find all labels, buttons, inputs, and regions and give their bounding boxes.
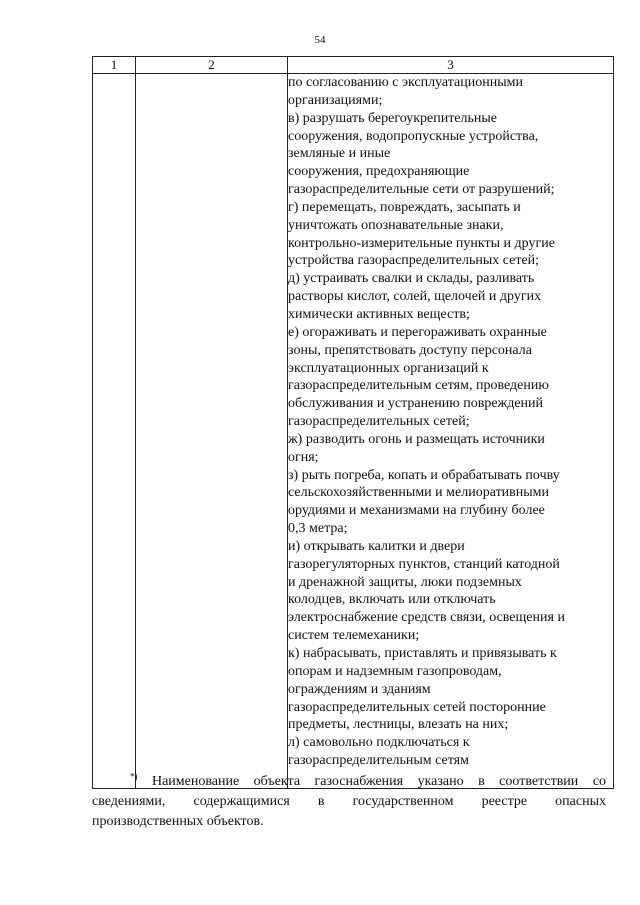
table-cell-text-line: л) самовольно подключаться к bbox=[288, 735, 470, 751]
table-cell-text-line: растворы кислот, солей, щелочей и других bbox=[288, 289, 542, 305]
column-header-1: 1 bbox=[93, 57, 136, 74]
footnote-line-2: сведениями, содержащимися в государственном реестре опасных bbox=[92, 794, 606, 809]
table-cell-text-line: организациями; bbox=[288, 92, 383, 108]
table-cell-col3 bbox=[288, 74, 614, 789]
table-cell-col1 bbox=[93, 74, 136, 789]
table-cell-text-line: химически активных веществ; bbox=[288, 306, 470, 322]
table-cell-text-line: колодцев, включать или отключать bbox=[288, 592, 496, 608]
table-cell-text-line: устройства газораспределительных сетей; bbox=[288, 253, 540, 269]
table-cell-text-line: и) открывать калитки и двери bbox=[288, 538, 465, 554]
document-table bbox=[92, 56, 614, 789]
table-cell-text-line: эксплуатационных организаций к bbox=[288, 360, 489, 376]
footnote-marker: *) bbox=[130, 771, 138, 782]
table-cell-text-line: и дренажной защиты, люки подземных bbox=[288, 574, 522, 590]
page-number: 54 bbox=[314, 34, 326, 46]
table-cell-text-line: сооружения, водопропускные устройства, bbox=[288, 128, 539, 144]
footnote bbox=[92, 772, 606, 832]
table-cell-text-line: сооружения, предохраняющие bbox=[288, 164, 470, 180]
table-cell-text-line: уничтожать опознавательные знаки, bbox=[288, 217, 504, 233]
table-cell-text-line: газораспределительным сетям bbox=[288, 753, 469, 769]
table-cell-text-line: орудиями и механизмами на глубину более bbox=[288, 503, 545, 519]
table-cell-text-line: газорегуляторных пунктов, станций катодной bbox=[288, 556, 560, 572]
column-header-3: 3 bbox=[288, 57, 614, 74]
table-cell-col2 bbox=[136, 74, 288, 789]
table-cell-text-line: г) перемещать, повреждать, засыпать и bbox=[288, 199, 521, 215]
table-cell-text-line: в) разрушать берегоукрепительные bbox=[288, 110, 498, 126]
column-header-2: 2 bbox=[136, 57, 288, 74]
table-cell-text-line: земляные и иные bbox=[288, 146, 391, 162]
table-cell-text-line: электроснабжение средств связи, освещения и bbox=[288, 610, 565, 626]
table-cell-text-line: ж) разводить огонь и размещать источники bbox=[288, 431, 545, 447]
table-cell-text-line: контрольно-измерительные пункты и другие bbox=[288, 235, 555, 251]
table-cell-text-line: газораспределительных сетей; bbox=[288, 414, 470, 430]
footnote-line-1 bbox=[92, 772, 606, 792]
table-row bbox=[93, 74, 614, 789]
table-cell-text-line: газораспределительным сетям, проведению bbox=[288, 378, 549, 394]
table-cell-text-line: по согласованию с эксплуатационными bbox=[288, 75, 523, 90]
table-header-row bbox=[93, 57, 614, 74]
table-cell-text-line: е) огораживать и перегораживать охранные bbox=[288, 324, 547, 340]
table-cell-text-line: газораспределительные сети от разрушений; bbox=[288, 182, 555, 198]
table-cell-text-line: зоны, препятствовать доступу персонала bbox=[288, 342, 532, 358]
table-cell-text-line: ограждениям и зданиям bbox=[288, 681, 431, 697]
table-cell-text-line: 0,3 метра; bbox=[288, 521, 348, 537]
table-cell-text-line: сельскохозяйственными и мелиоративными bbox=[288, 485, 550, 501]
table-cell-text-line: д) устраивать свалки и склады, разливать bbox=[288, 271, 535, 287]
table-cell-text-line: систем телемеханики; bbox=[288, 628, 420, 644]
footnote-text-1: Наименование объекта газоснабжения указано в соответствии со bbox=[151, 774, 606, 789]
table-cell-text-line: к) набрасывать, приставлять и привязывать к bbox=[288, 646, 557, 661]
table-cell-text-line: газораспределительных сетей посторонние bbox=[288, 699, 546, 715]
table-cell-text-line: обслуживания и устранению повреждений bbox=[288, 396, 544, 412]
table-cell-text-line: огня; bbox=[288, 449, 319, 465]
table-cell-text-line: з) рыть погреба, копать и обрабатывать почву bbox=[288, 467, 560, 483]
footnote-line-3: производственных объектов. bbox=[92, 814, 264, 829]
table-cell-text-line: предметы, лестницы, влезать на них; bbox=[288, 717, 509, 733]
table-cell-text-line: опорам и надземным газопроводам, bbox=[288, 663, 502, 679]
